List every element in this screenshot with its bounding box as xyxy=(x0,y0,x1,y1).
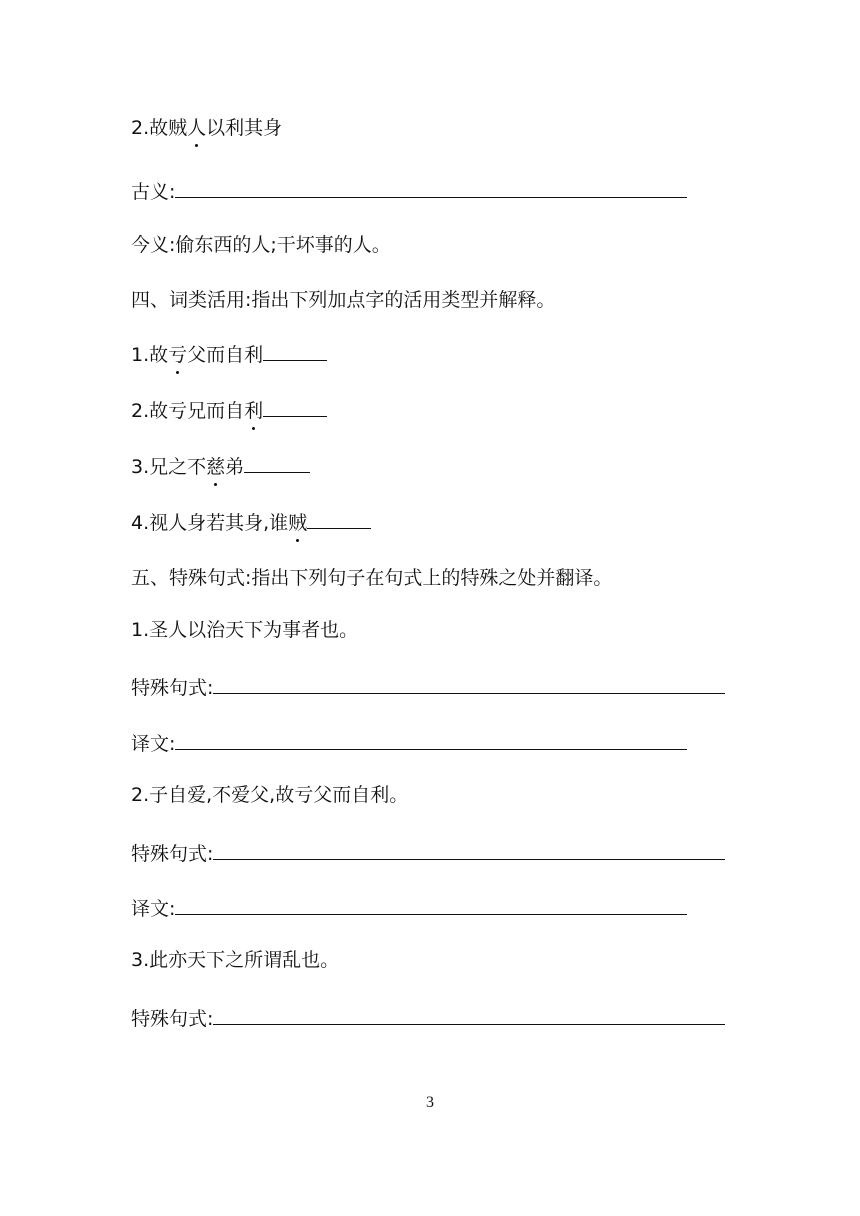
sentence-prefix: 2.故亏兄而自 xyxy=(131,400,245,422)
section-heading-text: 四、词类活用:指出下列加点字的活用类型并解释。 xyxy=(131,289,556,311)
item-gu-yi-2 xyxy=(131,115,282,141)
translation-blank[interactable] xyxy=(175,728,687,750)
translation-row-1 xyxy=(131,728,687,757)
sentence-3 xyxy=(131,947,339,973)
special-syntax-row-1 xyxy=(131,672,725,701)
section-4-heading xyxy=(131,287,555,313)
jin-yi-row xyxy=(131,232,391,258)
section-heading-text: 五、特殊句式:指出下列句子在句式上的特殊之处并翻译。 xyxy=(131,567,613,589)
sentence-prefix: 3.兄之不 xyxy=(131,456,207,478)
dotted-character: 贼 xyxy=(288,512,308,534)
activity-item-3 xyxy=(131,451,310,480)
translation-row-2 xyxy=(131,893,687,922)
answer-blank[interactable] xyxy=(307,507,371,529)
sentence-prefix: 1.故 xyxy=(131,344,169,366)
dotted-character: 人 xyxy=(187,117,207,139)
page-number: 3 xyxy=(426,1094,434,1111)
special-syntax-blank[interactable] xyxy=(213,838,725,860)
special-syntax-blank[interactable] xyxy=(213,672,725,694)
dotted-character: 利 xyxy=(244,400,264,422)
sentence-text: 1.圣人以治天下为事者也。 xyxy=(131,619,359,641)
sentence-prefix: 2.故贼 xyxy=(131,117,188,139)
special-syntax-row-3 xyxy=(131,1003,725,1032)
translation-blank[interactable] xyxy=(175,893,687,915)
sentence-suffix: 父而自利 xyxy=(187,344,264,366)
answer-blank[interactable] xyxy=(244,451,310,473)
special-syntax-label: 特殊句式: xyxy=(131,1008,214,1030)
section-5-heading xyxy=(131,565,612,591)
sentence-text: 2.子自爱,不爱父,故亏父而自利。 xyxy=(131,784,409,806)
activity-item-4 xyxy=(131,507,371,536)
answer-blank[interactable] xyxy=(263,339,327,361)
sentence-suffix: 弟 xyxy=(225,456,245,478)
answer-blank[interactable] xyxy=(263,395,327,417)
translation-label: 译文: xyxy=(131,733,176,755)
special-syntax-label: 特殊句式: xyxy=(131,843,214,865)
activity-item-1 xyxy=(131,339,327,368)
sentence-prefix: 4.视人身若其身,谁 xyxy=(131,512,289,534)
dotted-character: 亏 xyxy=(168,344,188,366)
sentence-suffix: 以利其身 xyxy=(206,117,283,139)
activity-item-2 xyxy=(131,395,327,424)
gu-yi-answer-blank[interactable] xyxy=(175,176,687,198)
special-syntax-row-2 xyxy=(131,838,725,867)
sentence-text: 3.此亦天下之所谓乱也。 xyxy=(131,949,340,971)
sentence-2 xyxy=(131,782,408,808)
translation-label: 译文: xyxy=(131,898,176,920)
gu-yi-row xyxy=(131,176,687,205)
special-syntax-blank[interactable] xyxy=(213,1003,725,1025)
sentence-1 xyxy=(131,617,358,643)
special-syntax-label: 特殊句式: xyxy=(131,677,214,699)
dotted-character: 慈 xyxy=(206,456,226,478)
gu-yi-label: 古义: xyxy=(131,181,176,203)
jin-yi-text: 今义:偷东西的人;干坏事的人。 xyxy=(131,234,391,256)
